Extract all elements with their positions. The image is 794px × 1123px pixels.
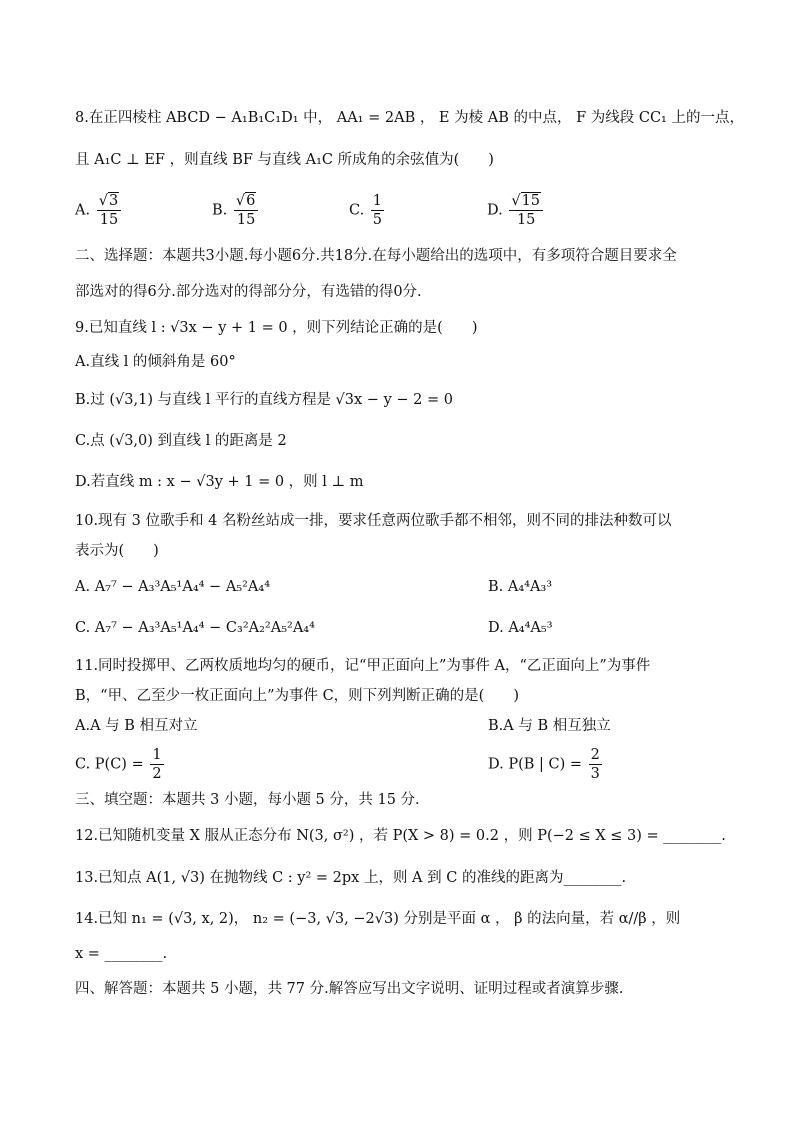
q14-stem-line1: 14.已知 n₁ = (√3, x, 2)， n₂ = (−3, √3, −2√3) 分别是平面 α ， β 的法向量，若 α//β ，则 [75, 911, 681, 927]
numerator: 3 [108, 193, 119, 209]
q11-stem-line1: 11.同时投掷甲、乙两枚质地均匀的硬币，记“甲正面向上”为事件 A，“乙正面向上”为事件 [75, 658, 651, 674]
q11-option-d [488, 746, 604, 783]
fraction: $\frac{√15}{15}$ [509, 192, 543, 229]
q9-option-d: D.若直线 m : x − √3y + 1 = 0 ，则 l ⊥ m [75, 474, 364, 490]
q10-option-a: A. A₇⁷ − A₃³A₅¹A₄⁴ − A₅²A₄⁴ [75, 579, 271, 595]
q9-option-a: A.直线 l 的倾斜角是 60° [75, 354, 236, 370]
fraction: $\frac{√6}{15}$ [234, 192, 258, 229]
section4-heading: 四、解答题：本题共 5 小题，共 77 分.解答应写出文字说明、证明过程或者演算步骤. [75, 981, 624, 997]
q11-stem-line2: B，“甲、乙至少一枚正面向上”为事件 C，则下列判断正确的是( ) [75, 688, 519, 704]
fraction [371, 192, 384, 229]
q9-option-c: C.点 (√3,0) 到直线 l 的距离是 2 [75, 433, 287, 449]
section2-heading-line1: 二、选择题：本题共3小题.每小题6分.共18分.在每小题给出的选项中，有多项符合题目要求全 [75, 248, 677, 264]
q10-option-d: D. A₄⁴A₅³ [488, 620, 553, 636]
numerator: 2 [590, 747, 600, 763]
numerator: 15 [521, 193, 541, 209]
fraction: $\frac{√3}{15}$ [97, 192, 121, 229]
q8-option-c [349, 192, 386, 229]
option-label: A. [75, 202, 91, 219]
numerator: 6 [246, 193, 256, 209]
q8-option-b [212, 192, 260, 229]
q8-stem-line1: 8.在正四棱柱 ABCD − A₁B₁C₁D₁ 中， AA₁ = 2AB ， E 为棱 AB 的中点， F 为线段 CC₁ 上的一点， [75, 110, 744, 126]
q14-stem-line2: x = ________. [75, 946, 168, 962]
section3-heading: 三、填空题：本题共 3 小题，每小题 5 分，共 15 分. [75, 792, 420, 808]
q10-stem-line2: 表示为( ) [75, 543, 159, 559]
denominator: 2 [152, 766, 162, 782]
option-label: D. [487, 202, 503, 219]
q9-option-b: B.过 (√3,1) 与直线 l 平行的直线方程是 √3x − y − 2 = 0 [75, 392, 453, 408]
q10-stem-line1: 10.现有 3 位歌手和 4 名粉丝站成一排，要求任意两位歌手都不相邻，则不同的排法种数可以 [75, 513, 672, 529]
denominator: 15 [516, 212, 536, 228]
denominator: 15 [236, 212, 256, 228]
q13-stem: 13.已知点 A(1, √3) 在抛物线 C : y² = 2px 上，则 A 到 C 的准线的距离为________. [75, 870, 627, 886]
q11-option-a: A.A 与 B 相互对立 [75, 718, 198, 734]
q10-option-c: C. A₇⁷ − A₃³A₅¹A₄⁴ − C₃²A₂²A₅²A₄⁴ [75, 620, 315, 636]
q11-option-b: B.A 与 B 相互独立 [488, 718, 611, 734]
q8-stem-line2: 且 A₁C ⊥ EF ，则直线 BF 与直线 A₁C 所成角的余弦值为( ) [75, 152, 494, 168]
denominator: 15 [99, 212, 119, 228]
numerator: 1 [152, 747, 162, 763]
denominator: 5 [372, 212, 383, 228]
section2-heading-line2: 部选对的得6分.部分选对的得部分分，有选错的得0分. [75, 284, 422, 300]
numerator: 1 [372, 193, 383, 209]
q12-stem: 12.已知随机变量 X 服从正态分布 N(3, σ²) ，若 P(X > 8) = 0.2 ，则 P(−2 ≤ X ≤ 3) = ________. [75, 828, 726, 844]
denominator: 3 [590, 766, 600, 782]
option-text: C. P(C) = [75, 756, 144, 773]
q11-option-c [75, 746, 166, 783]
q8-option-d [487, 192, 545, 229]
option-text: D. P(B | C) = [488, 756, 583, 773]
q9-stem: 9.已知直线 l : √3x − y + 1 = 0 ，则下列结论正确的是( ) [75, 320, 478, 336]
option-label: B. [212, 202, 228, 219]
q10-option-b: B. A₄⁴A₃³ [488, 579, 553, 595]
fraction [589, 746, 602, 783]
fraction [150, 746, 163, 783]
q8-option-a [75, 192, 123, 229]
option-label: C. [349, 202, 365, 219]
